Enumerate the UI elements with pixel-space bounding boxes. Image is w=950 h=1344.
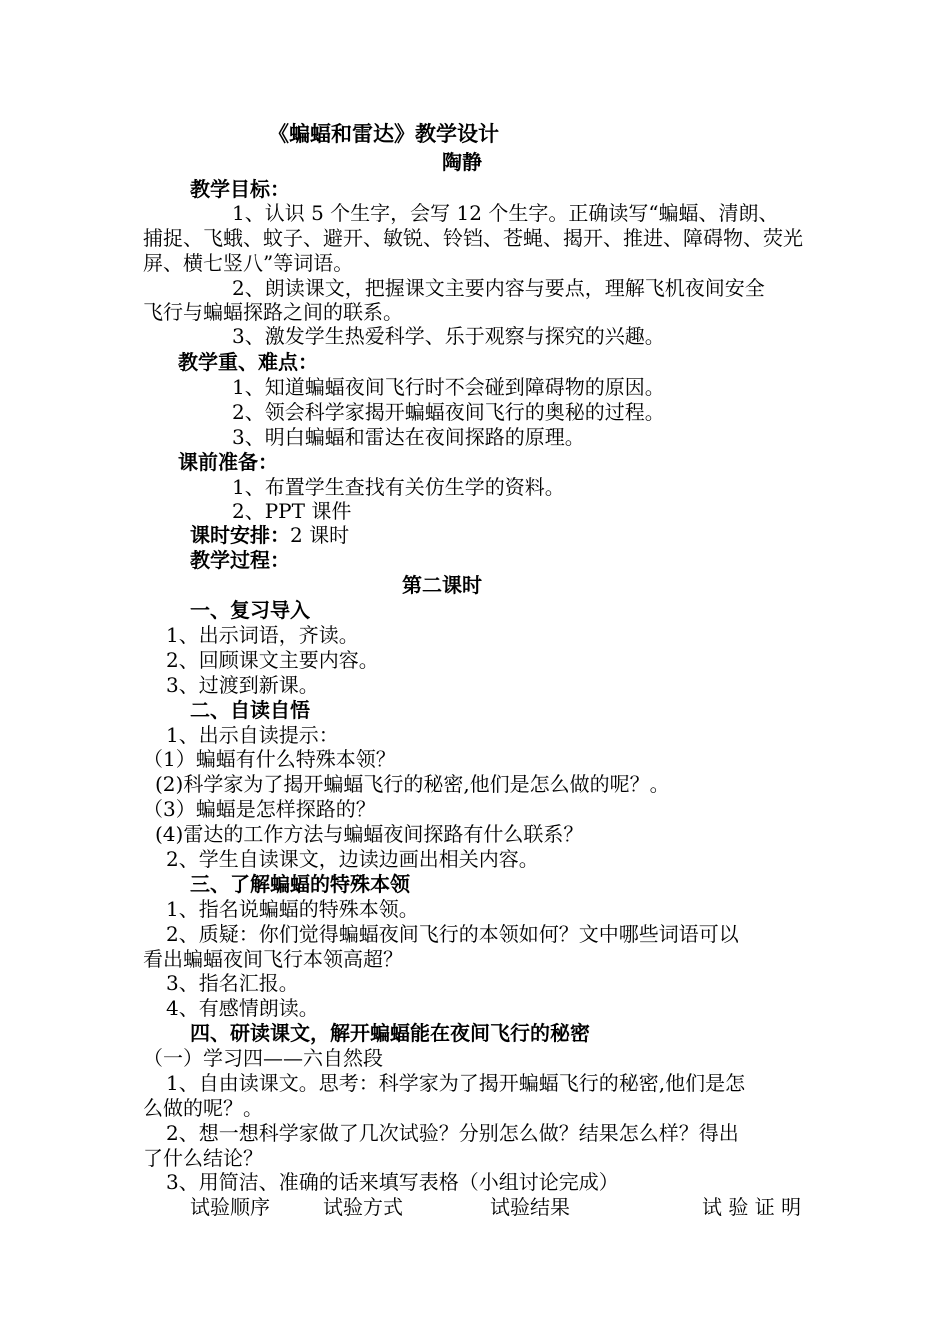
section-3-item-1: 1、指名说蝙蝠的特殊本领。	[166, 897, 419, 921]
section-4-item-3: 3、用简洁、准确的话来填写表格（小组讨论完成）	[166, 1170, 619, 1194]
table-header-cell: 试验方式	[323, 1195, 403, 1219]
goal-2-line-2: 飞行与蝙蝠探路之间的联系。	[143, 300, 403, 324]
section-3-item-2-line-1: 2、质疑：你们觉得蝙蝠夜间飞行的本领如何？文中哪些词语可以	[166, 922, 739, 946]
schedule-label: 课时安排：	[190, 523, 290, 547]
section-1-item-3: 3、过渡到新课。	[166, 673, 319, 697]
section-1-item-1: 1、出示词语，齐读。	[166, 623, 359, 647]
section-4-item-1-line-2: 么做的呢？。	[143, 1096, 263, 1120]
table-header-cell: 试验顺序	[190, 1195, 270, 1219]
section-3-item-2-line-2: 看出蝙蝠夜间飞行本领高超？	[143, 947, 403, 971]
section-1-heading: 一、复习导入	[190, 598, 310, 622]
section-3-item-4: 4、有感情朗读。	[166, 996, 319, 1020]
goal-3: 3、激发学生热爱科学、乐于观察与探究的兴趣。	[232, 324, 665, 348]
section-1-item-2: 2、回顾课文主要内容。	[166, 648, 379, 672]
section-2-question-1: （1）蝙蝠有什么特殊本领？	[143, 747, 396, 771]
goal-1-line-1: 1、认识 5 个生字，会写 12 个生字。正确读写“蝙蝠、清朗、	[232, 201, 779, 225]
section-2-item-2: 2、学生自读课文，边读边画出相关内容。	[166, 847, 539, 871]
schedule-value: 2 课时	[290, 523, 350, 547]
section-3-heading: 三、了解蝙蝠的特殊本领	[190, 872, 410, 896]
table-header-cell: 试 验 证 明	[702, 1195, 802, 1219]
key-point-2: 2、领会科学家揭开蝙蝠夜间飞行的奥秘的过程。	[232, 400, 665, 424]
goals-heading: 教学目标：	[190, 177, 290, 201]
table-header-cell: 试验结果	[490, 1195, 570, 1219]
section-4-item-2-line-1: 2、想一想科学家做了几次试验？分别怎么做？结果怎么样？得出	[166, 1121, 739, 1145]
section-4-heading: 四、研读课文，解开蝙蝠能在夜间飞行的秘密	[190, 1021, 590, 1045]
section-4-item-2-line-2: 了什么结论？	[143, 1146, 263, 1170]
section-2-question-4: (4)雷达的工作方法与蝙蝠夜间探路有什么联系？	[155, 822, 584, 846]
schedule-line	[190, 522, 349, 548]
section-2-item-1: 1、出示自读提示：	[166, 723, 339, 747]
lesson-title: 第二课时	[402, 573, 482, 597]
section-2-question-2: (2)科学家为了揭开蝙蝠飞行的秘密,他们是怎么做的呢？。	[155, 772, 670, 796]
goal-1-line-2: 捕捉、飞蛾、蚊子、避开、敏锐、铃铛、苍蝇、揭开、推进、障碍物、荧光	[143, 226, 803, 250]
process-label: 教学过程：	[190, 548, 290, 572]
goal-2-line-1: 2、朗读课文，把握课文主要内容与要点，理解飞机夜间安全	[232, 276, 765, 300]
goal-1-line-3: 屏、横七竖八”等词语。	[143, 251, 354, 275]
preparation-heading: 课前准备：	[178, 450, 278, 474]
key-point-1: 1、知道蝙蝠夜间飞行时不会碰到障碍物的原因。	[232, 375, 665, 399]
document-title: 《蝙蝠和雷达》教学设计	[268, 122, 499, 146]
preparation-1: 1、布置学生查找有关仿生学的资料。	[232, 475, 565, 499]
preparation-2: 2、PPT 课件	[232, 499, 352, 523]
key-point-3: 3、明白蝙蝠和雷达在夜间探路的原理。	[232, 425, 585, 449]
section-4-item-1-line-1: 1、自由读课文。思考：科学家为了揭开蝙蝠飞行的秘密,他们是怎	[166, 1071, 746, 1095]
author-name: 陶静	[442, 150, 482, 174]
key-points-heading: 教学重、难点：	[178, 350, 318, 374]
section-2-heading: 二、自读自悟	[190, 698, 310, 722]
section-4-subheading: （一）学习四——六自然段	[143, 1046, 383, 1070]
section-3-item-3: 3、指名汇报。	[166, 971, 299, 995]
section-2-question-3: （3）蝙蝠是怎样探路的？	[143, 797, 376, 821]
